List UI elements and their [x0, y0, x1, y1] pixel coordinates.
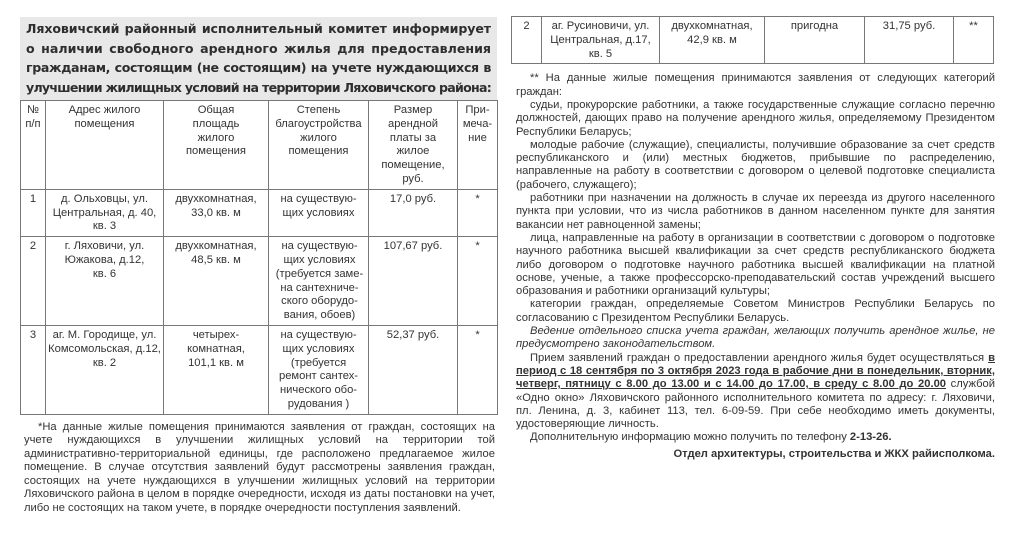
cell-address: д. Ольховцы, ул. Центральная, д. 40, кв. 3 [46, 189, 164, 236]
phone-prefix: Дополнительную информацию можно получить по телефону [530, 431, 850, 444]
cell-address: г. Ляховичи, ул. Южакова, д.12, кв. 6 [46, 237, 164, 326]
header-address: Адрес жилого помещения [46, 101, 164, 190]
reception-suffix: службой «Одно окно» Ляховичского районного исполнительного комитета по адресу: г. Ляховичи, пл. Ленина, д. 3, кабинет 113, тел. 6-09-59. При себе необходимо иметь документы, удостоверяющие личность. [516, 378, 995, 431]
table-row [21, 237, 498, 326]
cell-number: 3 [21, 325, 46, 414]
cell-condition: на существую-щих условиях [269, 189, 369, 236]
header-note: При-меча-ние [458, 101, 498, 190]
header-number: № п/п [21, 101, 46, 190]
category-item: работники при назначении на должность в случае их переезда из другого населенного пункта при условии, что из числа работников в данном населенном пункте для занятия вакансии нет равноценной замены; [516, 192, 995, 231]
headline-line: о наличии свободного арендного жилья для предоставления [26, 40, 491, 56]
reception-prefix: Прием заявлений граждан о предоставлении арендного жилья будет осуществляться [530, 351, 989, 364]
cell-note: * [458, 237, 498, 326]
cell-condition: на существую-щих условиях (требуется заме-на сантехниче-ского оборудо-вания, обоев) [269, 237, 369, 326]
housing-table [20, 100, 498, 415]
category-item: лица, направленные на работу в организации в соответствии с договором о подготовке научного работника высшей квалификации за счет средств республиканского бюджета либо договором о подготовке научного работника высшей квалификации на платной основе, ученые, а также профессорско-преподавательский состав учреждений высшего образования и работники организаций культуры; [516, 231, 995, 298]
footnote-intro: ** На данные жилые помещения принимаются заявления от следующих категорий граждан: [516, 72, 995, 98]
headline-line: улучшении жилищных условий на территории Ляховичского района: [26, 79, 491, 95]
reception-info [516, 352, 995, 432]
table-header-row [21, 101, 498, 190]
cell-note: ** [954, 17, 994, 64]
table-row [512, 17, 994, 64]
cell-note: * [458, 325, 498, 414]
double-star-footnote [511, 72, 995, 461]
reception-period: в период с 18 сентября по 3 октября 2023 года в рабочие дни в понедельник, вторник, четверг, пятницу с 8.00 до 13.00 и с 14.00 до 17.00, в среду с 8.00 до 20.00 [516, 351, 995, 391]
category-item: молодые рабочие (служащие), специалисты, получившие образование за счет средств республиканского и (или) местных бюджетов, прибывшие по распределению, направленные на работу в соответствии с договором о целевой подготовке специалиста (рабочего, служащего); [516, 138, 995, 191]
header-area: Общая площадь жилого помещения [164, 101, 269, 190]
signature: Отдел архитектуры, строительства и ЖКХ райисполкома. [673, 447, 995, 460]
cell-area: двухкомнатная, 42,9 кв. м [660, 17, 765, 64]
header-condition: Степень благоустройства жилого помещения [269, 101, 369, 190]
category-item: судьи, прокурорские работники, а также государственные служащие согласно перечню должностей, дающих право на получение арендного жилья, определяемому Президентом Республики Беларусь; [516, 98, 995, 138]
footnote-text: *На данные жилые помещения принимаются заявления от граждан, состоящих на учете нуждающихся в улучшении жилищных условий на территории той административно-территориальной единицы, где расположено предлагаемое жилое помещение. В случае отсутствия заявлений будут рассмотрены заявления граждан, состоящих на учете нуждающихся в улучшении жилищных условий на территории Ляховичского района в целом в порядке очередности, исходя из даты постановки на учет, либо не состоящих на таком учете, в порядке очередности поступления заявлений. [24, 420, 495, 514]
italic-note: Ведение отдельного списка учета граждан, желающих получить арендное жилье, не предусмотрено законодательством. [516, 325, 995, 351]
table-row [21, 325, 498, 414]
cell-condition: на существую-щих условиях (требуется ремонт сантех-нического обо-рудования ) [269, 325, 369, 414]
headline-line: гражданам, состоящим (не состоящим) на учете нуждающихся в [26, 60, 491, 75]
cell-rent: 52,37 руб. [369, 325, 458, 414]
right-column [511, 16, 995, 461]
header-rent: Размер арендной платы за жилое помещение, руб. [369, 101, 458, 190]
table-row [21, 189, 498, 236]
phone-number: 2-13-26. [849, 431, 892, 444]
category-item: категории граждан, определяемые Советом Министров Республики Беларусь по согласованию с Президентом Республики Беларусь. [516, 298, 995, 324]
cell-note: * [458, 189, 498, 236]
cell-rent: 107,67 руб. [369, 237, 458, 326]
housing-table-continued [511, 16, 994, 64]
cell-address: аг. Русиновичи, ул. Центральная, д.17, кв. 5 [542, 17, 660, 64]
cell-number: 2 [512, 17, 542, 64]
cell-address: аг. М. Городище, ул. Комсомольская, д.12, кв. 2 [46, 325, 164, 414]
left-column [20, 16, 497, 515]
announcement-headline [20, 17, 497, 100]
cell-area: двухкомнатная, 33,0 кв. м [164, 189, 269, 236]
single-star-footnote [20, 421, 497, 516]
cell-rent: 31,75 руб. [865, 17, 954, 64]
cell-number: 2 [21, 237, 46, 326]
cell-condition: пригодна [765, 17, 865, 64]
cell-number: 1 [21, 189, 46, 236]
phone-info [516, 431, 995, 444]
cell-rent: 17,0 руб. [369, 189, 458, 236]
cell-area: четырех-комнатная, 101,1 кв. м [164, 325, 269, 414]
headline-line: Ляховичский районный исполнительный комитет информирует [26, 21, 491, 36]
cell-area: двухкомнатная, 48,5 кв. м [164, 237, 269, 326]
